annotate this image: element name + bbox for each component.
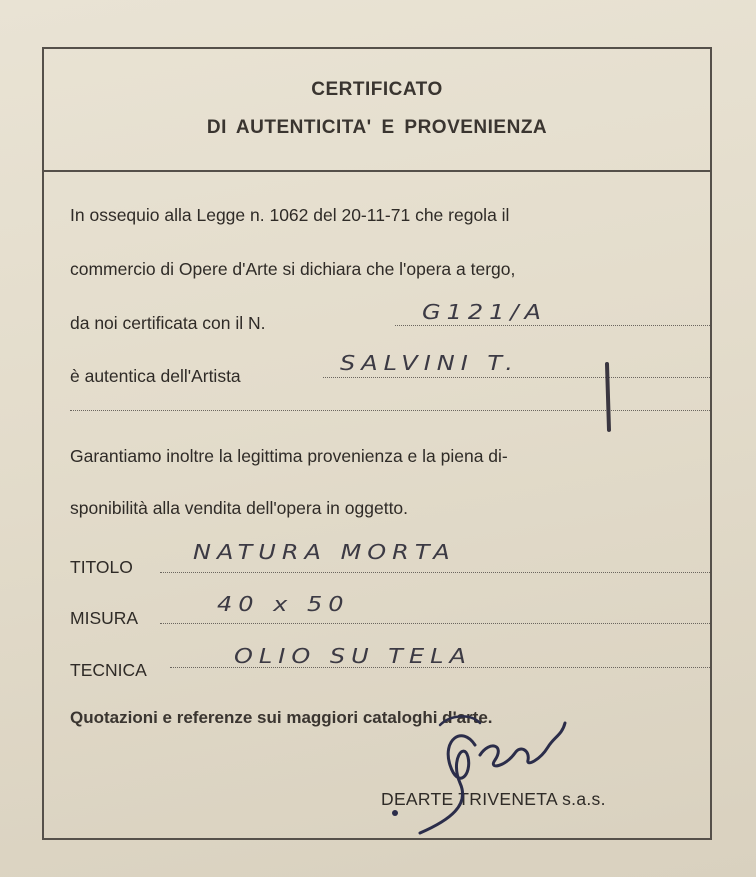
certificate-subtitle: DI AUTENTICITA' E PROVENIENZA <box>206 117 548 138</box>
body-line-4: è autentica dell'Artista <box>70 366 241 386</box>
certificate-title: CERTIFICATO <box>311 79 443 100</box>
guarantee-line-2: sponibilità alla vendita dell'opera in oggetto. <box>70 498 409 518</box>
signature-icon <box>380 705 610 845</box>
tecnica-handwritten: OLIO SU TELA <box>234 644 472 668</box>
tecnica-label: TECNICA <box>70 660 147 680</box>
certificate-number-handwritten: G121/A <box>422 300 547 324</box>
header-divider <box>42 170 712 172</box>
artist-extra-fill-line <box>70 410 710 411</box>
ink-stroke-mark <box>603 362 613 432</box>
guarantee-line-1: Garantiamo inoltre la legittima provenienza e la piena di- <box>70 446 508 466</box>
quotazioni-line: Quotazioni e referenze sui maggiori cataloghi d'arte. <box>70 708 493 727</box>
body-line-2: commercio di Opere d'Arte si dichiara che l'opera a tergo, <box>70 259 516 279</box>
misura-fill-line <box>160 623 710 624</box>
titolo-label: TITOLO <box>70 557 133 577</box>
titolo-handwritten: NATURA MORTA <box>193 540 456 564</box>
body-line-3: da noi certificata con il N. <box>70 313 266 333</box>
body-line-1: In ossequio alla Legge n. 1062 del 20-11-71 che regola il <box>70 205 510 225</box>
company-name: DEARTE TRIVENETA s.a.s. <box>381 789 606 809</box>
misura-label: MISURA <box>70 608 139 628</box>
artist-handwritten: SALVINI T. <box>340 351 519 375</box>
titolo-fill-line <box>160 572 710 573</box>
misura-handwritten: 40 x 50 <box>217 592 350 616</box>
number-fill-line <box>395 325 710 326</box>
artist-fill-line <box>323 377 710 378</box>
